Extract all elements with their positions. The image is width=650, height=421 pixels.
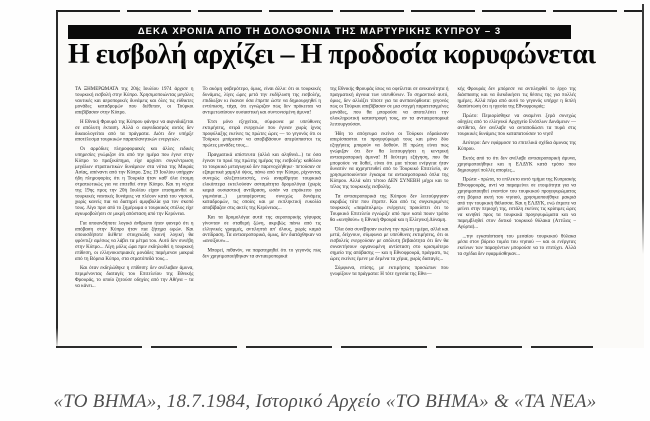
- article-paragraph: Και τα δρομολόγια αυτά της αεροπορικής γέφυρας γίνονταν σε σταθερή ζώνη, ακριβώς πάνω από τις ελληνικές γραμμές, αντιληπτά απ' όλους, χωρίς καμιά αντίδραση. Τα αντιαεροπορικά, όμως, δεν διατάχθηκαν να «ανοίξουν»...: [202, 214, 321, 244]
- article-paragraph: Το ακόμη φοβερότερο, όμως, είναι άλλο: ότι οι τουρκικές δυνάμεις, λίγες ώρες μετά την εκδήλωση της εισβολής, επιδίωξαν κι έκαναν όσα έπρεπε ώστε να δημιουργηθεί η εντύπωση, τάχα, ότι εγνώριζαν πως δεν πρόκειται να αντιμετωπίσουν ουσιαστική και συντονισμένη άμυνα!: [202, 86, 321, 116]
- article-paragraph: Ήδη το απόγευμα εκείνο οι Τούρκοι εδραίωναν απερίσπαστοι το προγεφύρωμά τους και μόνο δύο εξηγήσεις μπορούν να δοθούν. Η πρώτη είναι πως γνώριζαν ότι δεν θα λειτουργήσει η κεντρική αντιαεροπορική άμυνα! Η δεύτερη εξήγηση, που θα μπορούσε να δοθεί, είναι ότι μια τέτοια ενέργεια ήταν δυνατόν να αχρηστευθεί από το Τουρκικό Επιτελείο, αν χρησιμοποιούνταν έγκαιρα τα αντιαεροπορικά όπλα της Κύπρου. Αλλά κάτι τέτοιο ΔΕΝ ΣΥΝΕΒΗ μέχρι και το τέλος της τουρκικής εισβολής.: [330, 130, 449, 190]
- article-column-1: [75, 86, 194, 348]
- article-paragraph: Δεύτερο: Δεν εφάρμοσε τα επιτελικά σχέδια άμυνας της Κύπρου.: [457, 140, 576, 152]
- article-headline: Η εισβολή αρχίζει – Η προδοσία κορυφώνεται: [68, 39, 596, 70]
- article-paragraph: Σύμφωνα, επίσης, με εκτιμήσεις προσώπων που γνωρίζουν τα πράγματα: Η τότε ηγεσία της Εθνι—: [330, 265, 449, 277]
- article-paragraph: Και όταν εκδηλώθηκε η επίθεση: δεν ανέλαβαν άμυνα, περιμένοντας διαταγές του Επιτελείου της Εθνικής Φρουράς, το οποίο ζητούσε οδηγίες από την Αθήνα – τα να κάνει...: [75, 265, 194, 289]
- archive-caption: «ΤΟ ΒΗΜΑ», 18.7.1984, Ιστορικό Αρχείο «ΤΟ ΒΗΜΑ» & «ΤΑ ΝΕΑ»: [53, 391, 597, 412]
- article-paragraph: ...την εγκατάσταση του μεσαίου τουρκικού θύλακα μέσα στον βόρειο τομέα του νησιού — και οι ενέργειες εκείνων των παραγόντων μπορούσε να το επιτύχει. Αλλά τα σχέδια δεν εφαρμόσθηκαν...: [457, 233, 576, 257]
- article-paragraph: Εκτός από το ότι δεν ανέλαβε αντιαεροπορική άμυνα, χρησιμοποιήθηκε και η ΕΛΔΥΚ κατά τρόπο που δημιουργεί πολλές απορίες...: [457, 155, 576, 173]
- article-paragraph: Τα αντιαεροπορικά της Κύπρου δεν λειτούργησαν ακριβώς τότε που έπρεπε. Και από τις συγκεκριμένες τουρκικές «παράτολμες» ενέργειες προκύπτει ότι το Τουρκικό Επιτελείο εγνώριζε από πριν κατά ποιον τρόπο θα «κινηθούν» η Εθνική Φρουρά και η Ελληνική Δύναμη.: [330, 193, 449, 223]
- article-paragraph: Μπορεί, πιθανόν, να παρατηρηθεί ότι το γεγονός πως δεν χρησιμοποιήθηκαν τα αντιαεροπορικά: [202, 247, 321, 259]
- article-paragraph: της Εθνικής Φρουράς ίσως να οφείλεται σε ανικανότητα ή πραγματική άγνοια των υπευθύνων. Το σημαντικό αυτό, όμως, δεν αλλάζει τίποτε για τα ανεπανόρθωτα: γεγονός πως οι Τούρκοι απεβίβασαν σε μια στιγμή παρατεταγμένες μονάδες, που θα μπορούσε να αποτελέσει την ολοκληρωτική καταστροφή τους, αν τα αντιαεροπορικά λειτουργούσαν.: [330, 86, 449, 127]
- clipping-left-rule: [56, 11, 58, 348]
- article-column-2: [203, 86, 322, 348]
- series-banner-label: ΔΕΚΑ ΧΡΟΝΙΑ ΑΠΟ ΤΗ ΔΟΛΟΦΟΝΙΑ ΤΗΣ ΜΑΡΤΥΡΙΚΗΣ ΚΥΠΡΟΥ – 3: [137, 26, 502, 37]
- clipping-top-rule: [56, 10, 644, 12]
- article-paragraph: Για οποιονδήποτε λογικό άνθρωπο ήταν φανερό ότι η απόβαση στην Κύπρο ήταν πια ζήτημα ωρών. Και οποιοσδήποτε διέθετε στοιχειώδη κοινή λογική θα φρόντιζε αμέσως να λάβει τα μέτρα του. Αυτό δεν συνέβη στην Κύπρο... Λίγη μόλις ώρα πριν εκδηλωθεί η τουρκική επίθεση, οι ελληνοκυπριακές μονάδες παρέμεναν μακριά από τη Βόρεια Κύπρο, στα στρατόπεδά τους...: [75, 220, 194, 262]
- article-paragraph: Όλα όσα συνέβησαν εκείνη την πρώτη ημέρα, αλλά και μετά, δείχνουν, σύμφωνα με υπεύθυνες εκτιμήσεις, ότι οι εισβολείς ενεργούσαν με απόλυτη βεβαιότητα ότι δεν θα συναντήσουν οργανωμένη αντίσταση στο κρισιμότερο σημείο της απόβασης — και η Εθνοφρουρά, πράγματι, τις ώρες εκείνες έμενε με δεμένα τα χέρια, χωρίς διαταγές...: [330, 226, 449, 262]
- clipping-right-rule: [642, 4, 644, 254]
- article-paragraph: Έτσι μόνο εξηγείται, σύμφωνα με υπεύθυνες εκτιμήσεις, σειρά ενεργειών που έγιναν χωρίς ίχνος προφύλαξης εκείνες τις πρώτες ώρες — το γεγονός ότι οι Τούρκοι μπόρεσαν να αποβιβάσουν απερίσπαστοι τις πρώτες μονάδες τους...: [202, 118, 321, 149]
- series-banner: [68, 25, 571, 39]
- article-body: [75, 86, 576, 348]
- article-paragraph: Πρώτα - πρώτα, το επίλεκτο αυτό τμήμα της Κυπριακής Εθνοφρουράς, αντί να παραμείνει σε ετοιμότητα για να χρησιμοποιηθεί εναντίον του τουρκικού προγεφυρώματος στη βόρεια ακτή του νησιού, χρησιμοποιήθηκε μακριά από την τουρκική θάλασσα. Και η ΕΛΔΥΚ, ενώ έπρεπε να μείνει στην περιοχή της, εστάλη εκείνες τις κρίσιμες ώρες να κινηθεί προς τα τουρκικά προγεφυρώματα και να παρεμβληθεί στον δυτικό τουρκικό θύλακα (Αττίλας – Αγύρτα)...: [457, 176, 576, 230]
- article-paragraph: Πραγματικά απίστευτα (αλλά και αληθινά...) τα όσα έγιναν το πρωί της πρώτης ημέρας της εισβολής: καθόλου το τουρκικό μεταγωγικό δεν παρενοχλήθηκε· πετούσαν σε εξαιρετικά χαμηλό ύψος, πάνω από την Κύπρο, ρίχνοντας συνεχώς αλεξιπτωτιστές, ενώ αναρίθμητα τουρκικά ελικόπτερα εκτελούσαν ασταμάτητα δρομολόγια (χωρίς καμιά ουσιαστική αντίδραση, ωσάν να επρόκειτο για γυμνάσια...) μεταφέροντας συνεχώς δυνάμεις καταδρομών, τις οποίες και με εκπληκτική ευκολία αποβίβαζαν στις ακτές της Κερύνειας...: [202, 151, 321, 211]
- article-column-4: [458, 86, 577, 348]
- article-paragraph: Πρώτο: Περιορίσθηκε να αναμένει ξερά συνεχώς οδηγίες από το ελληνικό Αρχηγείο Ενόπλων Δυνάμεων — αντίθετα, δεν ανέλαβε να ανταποδώσει τα πυρά στις τουρκικές δυνάμεις που καταπατούσαν το νησί!: [457, 113, 576, 137]
- article-paragraph: Οι αρμόδιες πληροφοριακές και άλλες ειδικές υπηρεσίες γνώριζαν ότι από την ημέρα που έγινε στην Κύπρο το πραξικόπημα, είχε αρχίσει συγκέντρωση μεγάλων στρατιωτικών δυνάμεων στα νότια της Μικράς Ασίας, απέναντι από την Κύπρο. Στις 19 Ιουλίου υπήρχαν ήδη πληροφορίες ότι η Τουρκία ήταν καθ' όλα έτοιμη στρατιωτικώς για να επιτεθεί στην Κύπρο. Και τη νύχτα της 19ης προς την 20ή Ιουλίου είχαν επισημανθεί οι τουρκικές ναυτικές δυνάμεις να πλέουν κατά του νησιού, χωρίς κανείς πια να διατηρεί αμφιβολία για τον σκοπό τους. Λίγο πριν από το ξημέρωμα ο τουρκικός στόλος είχε αγκυροβολήσει σε μικρή απόσταση από την Κερύνεια.: [75, 146, 194, 217]
- article-paragraph: κής Φρουράς δεν μπόρεσε να αντιληφθεί το έργο της διάσπασης και να διεκδικήσει τις θέσεις της για πολλές ημέρες. Αλλά πέρα από αυτό το γεγονός υπήρχε η διπλή διαπίστωση ότι η ηγεσία της Εθνοφρουράς:: [457, 86, 576, 110]
- article-paragraph: Η Εθνική Φρουρά της Κύπρου φάνηκε να αιφνιδιάζεται σε απόλυτη έκταση. Αλλά ο αιφνιδιασμός αυτός δεν δικαιολογείται από τα πράγματα. Διότι δεν υπήρξε αποτέλεσμα τουρκικών παραπλανητικών ενεργειών.: [75, 118, 194, 143]
- article-column-3: [330, 86, 449, 348]
- article-paragraph: ΤΑ ΞΗΜΕΡΩΜΑΤΑ της 20ής Ιουλίου 1974 άρχισε η τουρκική εισβολή στην Κύπρο. Χρησιμοποιώντας μεγάλες ναυτικές και αεροπορικές δυνάμεις και όλες τις εύθικτες μονάδες καταδρομών που διέθεταν, οι Τούρκοι απεβίβασαν στην Κύπρο.: [75, 86, 194, 116]
